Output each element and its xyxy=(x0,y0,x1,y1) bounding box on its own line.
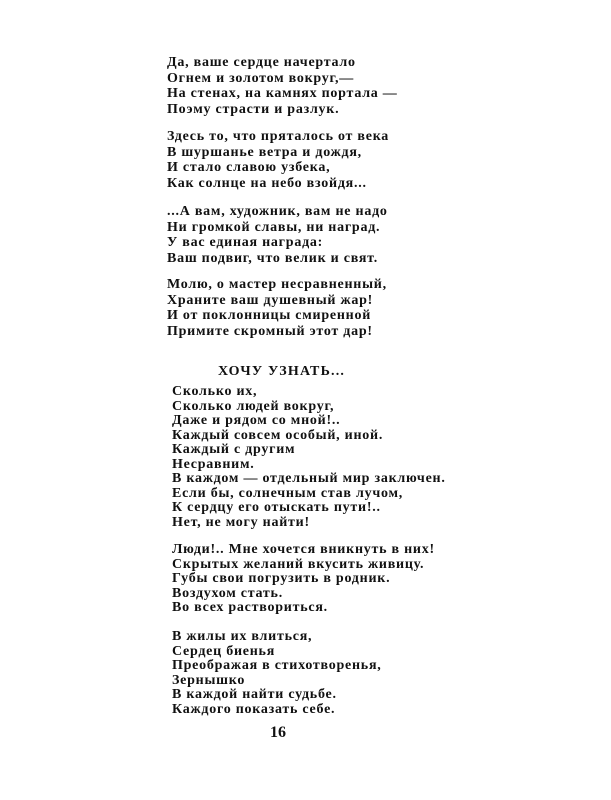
poem-line: В каждом — отдельный мир заключен. xyxy=(172,471,446,486)
poem-line: Ваш подвиг, что велик и свят. xyxy=(167,251,378,267)
poem-line: Каждого показать себе. xyxy=(172,701,336,717)
page-number: 16 xyxy=(270,724,286,741)
poem-line: Скрытых желаний вкусить живицу. xyxy=(172,556,425,572)
poem-line: Здесь то, что пряталось от века xyxy=(167,129,390,144)
poem-line: Сердец биенья xyxy=(172,643,276,659)
poem-line: Сколько людей вокруг, xyxy=(172,398,335,414)
poem-line: ...А вам, художник, вам не надо xyxy=(167,204,388,219)
poem-line: Если бы, солнечным став лучом, xyxy=(172,485,403,501)
poem-line: И стало славою узбека, xyxy=(167,160,331,176)
poem1-stanza-3 xyxy=(167,204,388,267)
poem-line: В каждой найти судьбе. xyxy=(172,687,337,702)
poem2-stanza-2 xyxy=(172,543,435,616)
poem1-stanza-2 xyxy=(167,129,389,192)
poem-line: Нет, не могу найти! xyxy=(172,514,310,530)
poem-line: Губы свои погрузить в родник. xyxy=(172,571,391,586)
poem-line: Как солнце на небо взойдя... xyxy=(167,176,367,192)
poem-title: ХОЧУ УЗНАТЬ... xyxy=(218,364,346,379)
poem-line: Храните ваш душевный жар! xyxy=(167,292,374,308)
poem-line: В жилы их влиться, xyxy=(172,629,313,644)
poem-line: Воздухом стать. xyxy=(172,585,283,601)
poem-line: И от поклонницы смиренной xyxy=(167,308,372,324)
poem-line: Огнем и золотом вокруг,— xyxy=(167,70,355,86)
poem-line: Каждый совсем особый, иной. xyxy=(172,427,384,443)
poem-line: У вас единая награда: xyxy=(167,235,324,251)
poem-line: Молю, о мастер несравненный, xyxy=(167,277,387,292)
poem2-stanza-3 xyxy=(172,630,382,717)
poem1-stanza-1 xyxy=(167,55,398,118)
poem-line: К сердцу его отыскать пути!.. xyxy=(172,500,381,515)
poem-line: Сколько их, xyxy=(172,384,258,399)
poem-line: Даже и рядом со мной!.. xyxy=(172,413,341,428)
poem-line: Несравним. xyxy=(172,456,255,472)
poem-line: Да, ваше сердце начертало xyxy=(167,55,356,70)
poem-line: Каждый с другим xyxy=(172,442,296,457)
poem-line: Во всех раствориться. xyxy=(172,600,328,615)
poem-line: Ни громкой славы, ни наград. xyxy=(167,219,381,235)
poem-line: Преображая в стихотворенья, xyxy=(172,658,382,673)
poem-line: Примите скромный этот дар! xyxy=(167,324,373,340)
poem1-stanza-4 xyxy=(167,277,387,340)
poem-line: Люди!.. Мне хочется вникнуть в них! xyxy=(172,542,435,557)
poem-line: Зернышко xyxy=(172,672,246,688)
poem2-stanza-1 xyxy=(172,385,446,530)
poem-line: В шуршанье ветра и дождя, xyxy=(167,144,362,160)
poem-line: Поэму страсти и разлук. xyxy=(167,102,340,118)
poem-line: На стенах, на камнях портала — xyxy=(167,86,398,102)
